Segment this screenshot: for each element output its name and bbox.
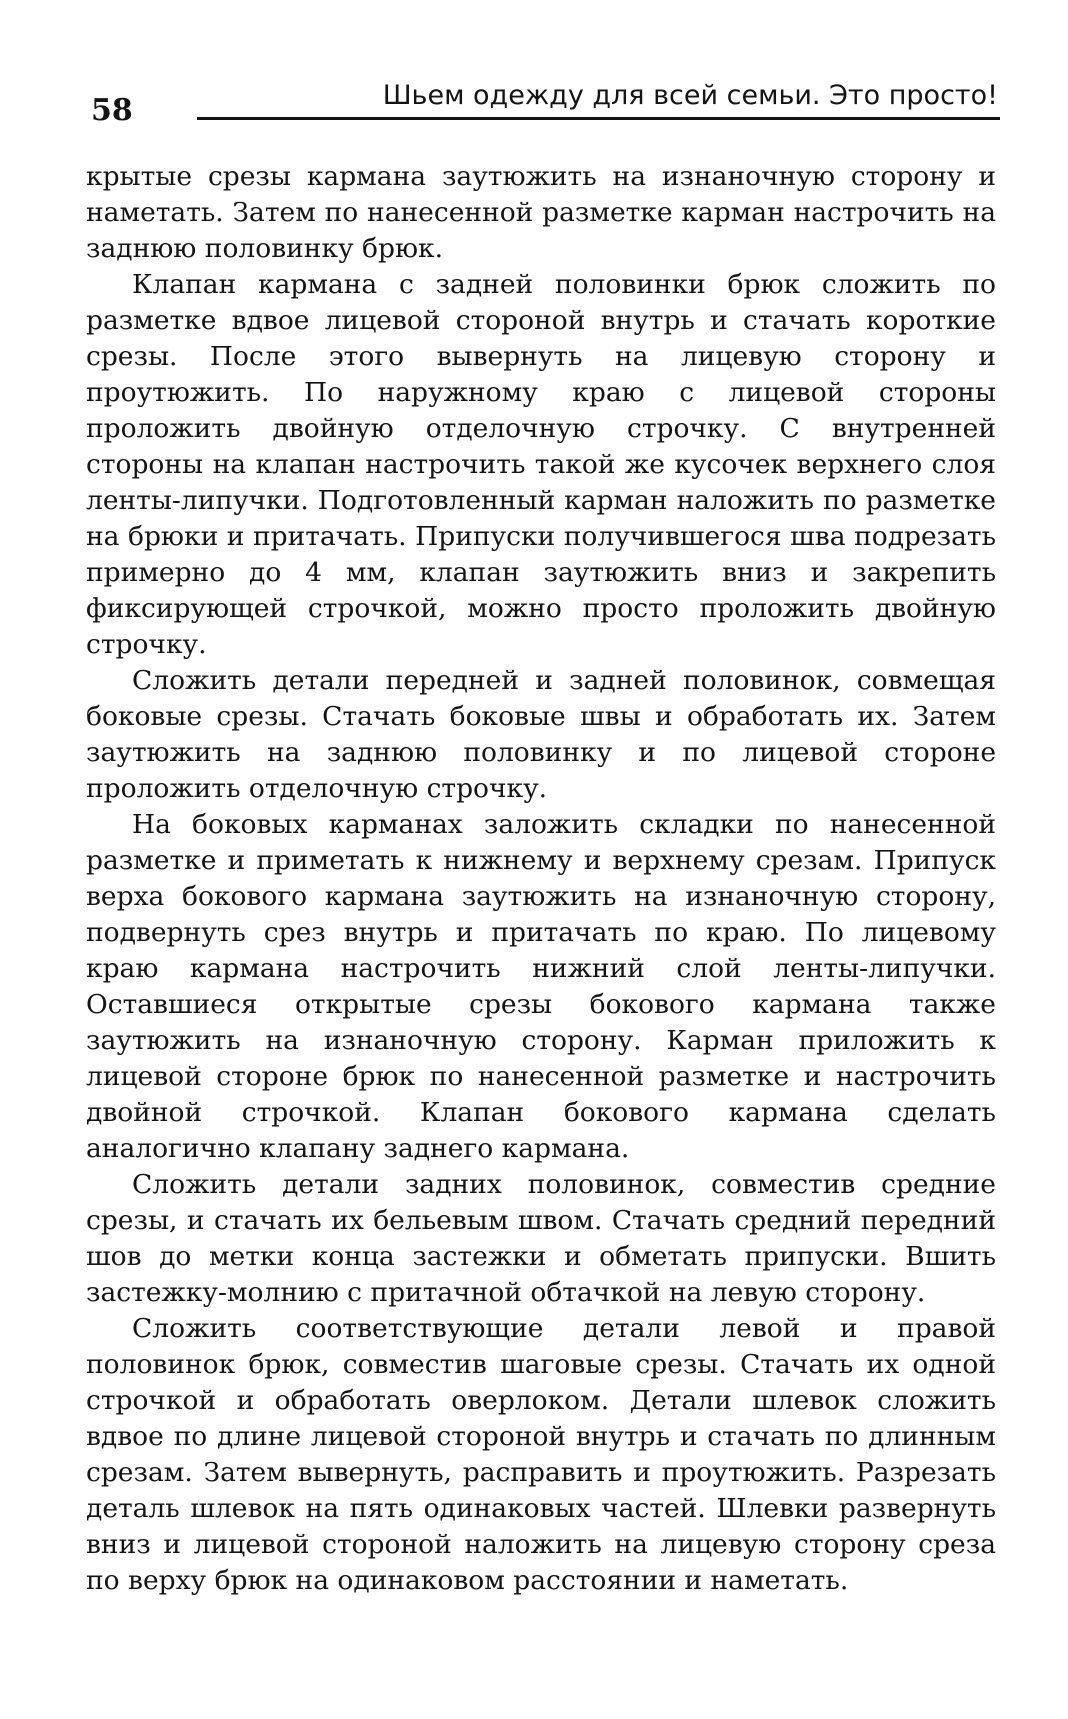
running-title: Шьем одежду для всей семьи. Это просто! [382, 80, 998, 111]
paragraph-side-seams: Сложить детали передней и задней половинок, совмещая боковые срезы. Стачать боковые швы и обработать их. Затем заутюжить на заднюю половинку и по лицевой стороне проложить отделочную строчку. [86, 665, 996, 804]
paragraph-back-halves: Сложить детали задних половинок, совместив средние срезы, и стачать их бельевым швом. Стачать средний передний шов до метки конца застежки и обметать припуски. Вшить застежку-молнию с притачной обтачкой на левую сторону. [86, 1169, 996, 1308]
page-number: 58 [91, 93, 133, 128]
paragraph-side-pockets: На боковых карманах заложить складки по нанесенной разметке и приметать к нижнему и верхнему срезам. Припуск верха бокового кармана заутюжить на изнаночную сторону, подвернуть срез внутрь и притачать по краю. По лицевому краю кармана настрочить нижний слой ленты-липучки. Оставшиеся открытые срезы бокового кармана также заутюжить на изнаночную сторону. Карман приложить к лицевой стороне брюк по нанесенной разметке и настрочить двойной строчкой. Клапан бокового кармана сделать аналогично клапану заднего кармана. [86, 809, 996, 1164]
body-text [86, 159, 996, 1599]
paragraph-flap: Клапан кармана с задней половинки брюк сложить по разметке вдвое лицевой стороной внутрь и стачать короткие срезы. После этого вывернуть на лицевую сторону и проутюжить. По наружному краю с лицевой стороны проложить двойную отделочную строчку. С внутренней стороны на клапан настрочить такой же кусочек верхнего слоя ленты-липучки. Подготовленный карман наложить по разметке на брюки и притачать. Припуски получившегося шва подрезать примерно до 4 мм, клапан заутюжить вниз и закрепить фиксирующей строчкой, можно просто проложить двойную строчку. [86, 269, 996, 660]
header-rule [197, 117, 1000, 120]
paragraph-continuation: крытые срезы кармана заутюжить на изнаночную сторону и наметать. Затем по нанесенной разметке карман настрочить на заднюю половинку брюк. [86, 161, 996, 264]
page-header [86, 74, 1000, 128]
paragraph-belt-loops: Сложить соответствующие детали левой и правой половинок брюк, совместив шаговые срезы. Стачать их одной строчкой и обработать оверлоком. Детали шлевок сложить вдвое по длине лицевой стороной внутрь и стачать по длинным срезам. Затем вывернуть, расправить и проутюжить. Разрезать деталь шлевок на пять одинаковых частей. Шлевки развернуть вниз и лицевой стороной наложить на лицевую сторону среза по верху брюк на одинаковом расстоянии и наметать. [86, 1313, 996, 1596]
